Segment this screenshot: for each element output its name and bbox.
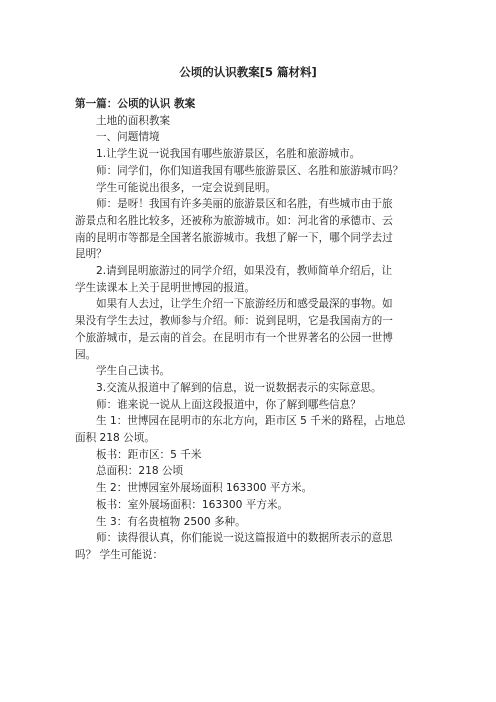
document-title: 公顷的认识教案[5 篇材料] [179, 65, 317, 79]
text-line: 土地的面积教案 [96, 114, 171, 127]
text-line: 板书：距市区：5 千米 [96, 448, 202, 461]
text-line: 3.交流从报道中了解到的信息，说一说数据表示的实际意思。 [96, 381, 382, 394]
text-line: 2.请到昆明旅游过的同学介绍，如果没有，教师简单介绍后，让 [96, 265, 393, 278]
text-line: 南的昆明市等都是全国著名旅游城市。我想了解一下，哪个同学去过 [75, 231, 393, 244]
text-line: 生 3：有名贵植物 2500 多种。 [96, 515, 246, 528]
document-body [75, 96, 435, 564]
text-line: 师：同学们，你们知道我国有哪些旅游景区、名胜和旅游城市吗？ [96, 164, 404, 177]
text-line: 果没有学生去过，教师参与介绍。师：说到昆明，它是我国南方的一 [75, 315, 393, 328]
text-line: 面积 218 公顷。 [75, 432, 155, 445]
text-line: 园。 [75, 348, 97, 361]
paragraph-teacher-question [75, 530, 435, 563]
text-line: 师：是呀！我国有许多美丽的旅游景区和名胜，有些城市由于旅 [96, 198, 393, 211]
text-line: 一、问题情境 [96, 131, 160, 144]
paragraph-student-1 [75, 413, 435, 446]
text-line: 师：谁来说一说从上面这段报道中，你了解到哪些信息？ [96, 398, 361, 411]
text-line: 学生自己读书。 [96, 365, 171, 378]
text-line: 如果有人去过，让学生介绍一下旅游经历和感受最深的事物。如 [96, 298, 393, 311]
text-line: 总面积：218 公顷 [96, 465, 184, 478]
text-line: 板书：室外展场面积：163300 平方米。 [96, 498, 289, 511]
text-line: 生 2：世博园室外展场面积 163300 平方米。 [96, 482, 313, 495]
paragraph-visit [75, 296, 435, 363]
text-line: 游景点和名胜比较多，还被称为旅游城市。如：河北省的承德市、云 [75, 214, 393, 227]
text-line: 学生可能说出很多，一定会说到昆明。 [96, 181, 277, 194]
text-line: 学生读课本上关于昆明世博园的报道。 [75, 281, 256, 294]
paragraph-step-2 [75, 263, 435, 296]
text-line: 个旅游城市，是云南的首会。在昆明市有一个世界著名的公园一世博 [75, 331, 393, 344]
section-heading: 第一篇：公顷的认识 教案 [75, 98, 196, 110]
text-line: 昆明？ [75, 248, 107, 261]
text-line: 1.让学生说一说我国有哪些旅游景区，名胜和旅游城市。 [96, 148, 361, 161]
paragraph-teacher-intro [75, 196, 435, 263]
text-line: 师：读得很认真，你们能说一说这篇报道中的数据所表示的意思 [96, 532, 393, 545]
text-line: 吗？ 学生可能说： [75, 548, 164, 561]
text-line: 生 1：世博园在昆明市的东北方向，距市区 5 千米的路程，占地总 [96, 415, 406, 428]
